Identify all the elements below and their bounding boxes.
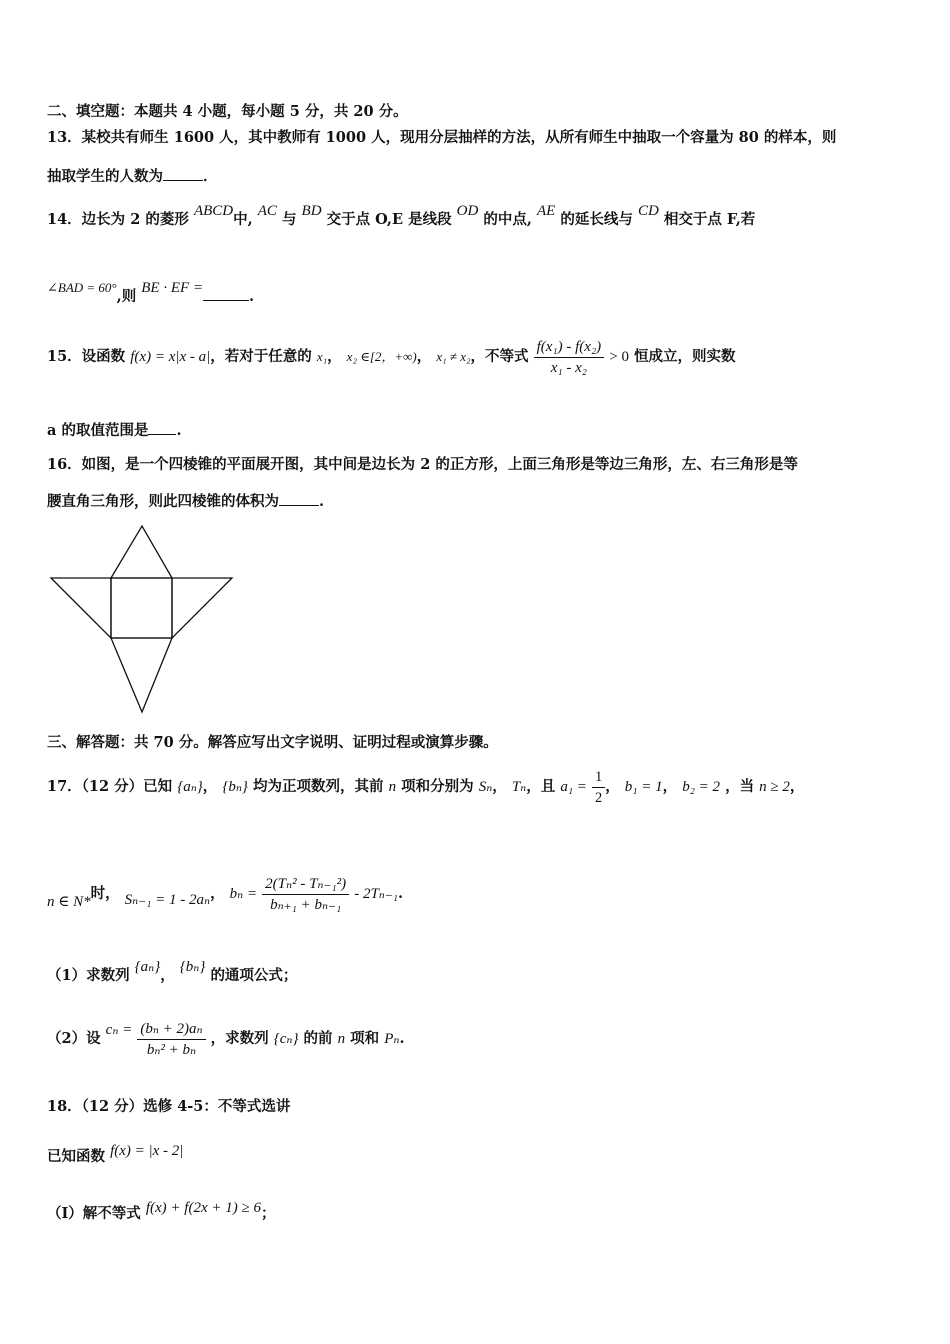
question-18-title [47,1097,910,1117]
frac-denominator: 2 [594,789,603,806]
math-x1-neq-x2: x₁ ≠ x₂ [436,349,471,364]
math-seq-a: {aₙ} [177,779,203,795]
math-bn-fraction [262,874,349,915]
math-b1: b₁ = 1 [624,779,663,795]
math-function-f: f(x) = |x - 2| [110,1143,184,1159]
q17-sep-3: ， [605,778,620,795]
math-one-half [592,767,605,808]
frac-numerator: 1 [592,767,605,788]
net-bottom-triangle [111,638,172,712]
q17-text-5: ，当 [725,778,755,795]
q18-part1-end: ； [260,1205,276,1222]
q15-sep: ， [327,348,342,365]
math-seq-a: {aₙ} [134,959,161,975]
math-bn-eq: bₙ = [229,886,258,902]
q17-text-3: 项和分别为 [401,778,474,795]
pyramid-net-figure [48,520,238,716]
answer-blank [148,420,176,435]
q17-part2-pre: （2）设 [47,1030,101,1047]
math-function-f: f(x) = x|x - a| [130,349,211,365]
math-bd: BD [301,203,322,219]
q15-text-5: 恒成立，则实数 [634,348,736,365]
q15-text-4: ，不等式 [470,348,529,365]
question-16-line-2 [47,491,910,512]
q17-text-1: 17．（12 分）已知 [47,778,173,795]
math-cd: CD [637,203,659,219]
q17-part2-mid2: 的前 [303,1030,333,1047]
question-15-line-1 [47,335,910,379]
question-14-line-1 [47,203,910,230]
answer-blank [279,491,319,506]
q15-text-2: ，若对于任意的 [210,348,312,365]
q18-title: 18．（12 分）选修 4-5：不等式选讲 [47,1098,291,1115]
net-right-triangle [172,578,232,638]
math-b2: b₂ = 2 [682,779,721,795]
q15-text-3: ， [416,348,432,365]
q17-part2-end: . [399,1030,405,1047]
q14-text-1: 14．边长为 2 的菱形 [47,211,189,228]
q14-text-3: 与 [281,211,297,228]
math-a1: a₁ = [560,779,587,795]
question-18-given [47,1135,910,1167]
question-15-line-2 [47,420,910,441]
math-Sn: Sₙ [478,779,493,795]
question-18-part-1 [47,1192,910,1224]
q17-part2-mid3: 项和 [350,1030,380,1047]
math-cn-eq: cₙ = [105,1022,133,1038]
net-top-triangle [111,526,172,578]
q17-text-7: 时， [90,885,120,902]
q13-text-1: 13．某校共有师生 1600 人，其中教师有 1000 人，现用分层抽样的方法，从所有师生中抽取一个容量为 80 的样本，则 [47,129,837,146]
frac-numerator: f(x₁) - f(x₂) [534,337,605,358]
net-center-square [111,578,172,638]
question-16-line-1 [47,455,910,475]
math-Pn: Pₙ [384,1031,400,1047]
frac-numerator: (bₙ + 2)aₙ [137,1019,205,1040]
frac-denominator: bₙ₊₁ + bₙ₋₁ [270,896,342,913]
q17-text-4: ，且 [526,778,556,795]
net-left-triangle [51,578,111,638]
section-3-heading: 三、解答题：共 70 分。解答应写出文字说明、证明过程或演算步骤。 [47,734,498,751]
question-17-part-1 [47,960,910,992]
q18-given: 已知函数 [47,1148,105,1165]
q13-text-2: 抽取学生的人数为 [47,168,163,185]
q14-text-7: 相交于点 F,若 [663,211,756,228]
q17-sep-4: ， [662,778,678,795]
math-seq-c: {cₙ} [273,1031,299,1047]
q16-text-2: 腰直角三角形，则此四棱锥的体积为 [47,493,279,510]
q15-text-6: a 的取值范围是 [47,422,149,439]
math-n: n [388,779,397,795]
q17-text-2: 均为正项数列，其前 [253,778,384,795]
math-greater-than-zero: > 0 [609,349,629,365]
section-2-heading: 二、填空题：本题共 4 小题，每小题 5 分，共 20 分。 [47,103,408,120]
math-seq-b: {bₙ} [179,959,206,975]
q15-end: . [176,422,182,439]
math-ac: AC [257,203,277,219]
math-Tn: Tₙ [511,779,527,795]
q17-sep-2: ， [492,778,507,795]
math-ae: AE [537,203,556,219]
q14-text-4: 交于点 O,E 是线段 [326,211,452,228]
math-S-relation: Sₙ₋₁ = 1 - 2aₙ [124,892,211,908]
answer-blank [163,166,203,181]
section-heading-solutions [47,733,910,753]
math-difference-quotient [534,337,605,378]
math-od: OD [456,203,479,219]
math-bn-tail: - 2Tₙ₋₁ [354,886,399,902]
math-abcd: ABCD [193,203,234,219]
math-n-ge-2: n ≥ 2 [759,779,790,795]
math-n-in-N: n ∈ N* [47,894,91,910]
math-x1: x₁ [316,349,328,364]
math-vector-product: BE · EF = [141,280,204,296]
q17-end: . [398,885,404,902]
question-17-line-1 [47,763,910,811]
q16-text-1: 16．如图，是一个四棱锥的平面展开图，其中间是边长为 2 的正方形，上面三角形是等边三角形，左、右三角形是等 [47,456,798,473]
frac-numerator: 2(Tₙ² - Tₙ₋₁²) [262,874,349,895]
math-x2-domain: x₂ ∈[2，+∞) [346,349,417,364]
q14-text-6: 的延长线与 [560,211,633,228]
q17-sep-5: ， [210,885,225,902]
q14-text-2: 中, [233,211,253,228]
question-14-line-2 [47,280,910,307]
math-angle-bad: ∠BAD = 60° [47,280,117,295]
q18-part1: （I）解不等式 [47,1205,141,1222]
q14-text-5: 的中点, [483,211,532,228]
frac-denominator: x₁ - x₂ [550,359,588,376]
q14-text-8: ,则 [116,288,137,305]
q13-end: ． [203,168,218,185]
math-cn-fraction [137,1019,205,1060]
section-heading-fill-in [47,102,910,122]
q17-part1-pre: （1）求数列 [47,967,130,984]
answer-blank [203,286,249,301]
frac-denominator: bₙ² + bₙ [146,1041,197,1058]
q15-text-1: 15．设函数 [47,348,126,365]
q16-end: . [319,493,325,510]
math-inequality: f(x) + f(2x + 1) ≥ 6 [145,1200,261,1216]
q17-text-6: ， [789,778,805,795]
q17-part1-post: 的通项公式； [210,967,298,984]
q17-part2-mid: ，求数列 [210,1030,269,1047]
question-17-part-2 [47,1015,910,1063]
question-13-line-2 [47,166,910,187]
math-n: n [337,1031,346,1047]
q17-sep-1: ， [202,778,218,795]
q17-sep-6: ， [160,967,175,984]
math-seq-b: {bₙ} [222,779,248,795]
question-13-line-1 [47,128,910,148]
question-17-line-2 [47,870,910,918]
q14-end: . [249,288,255,305]
